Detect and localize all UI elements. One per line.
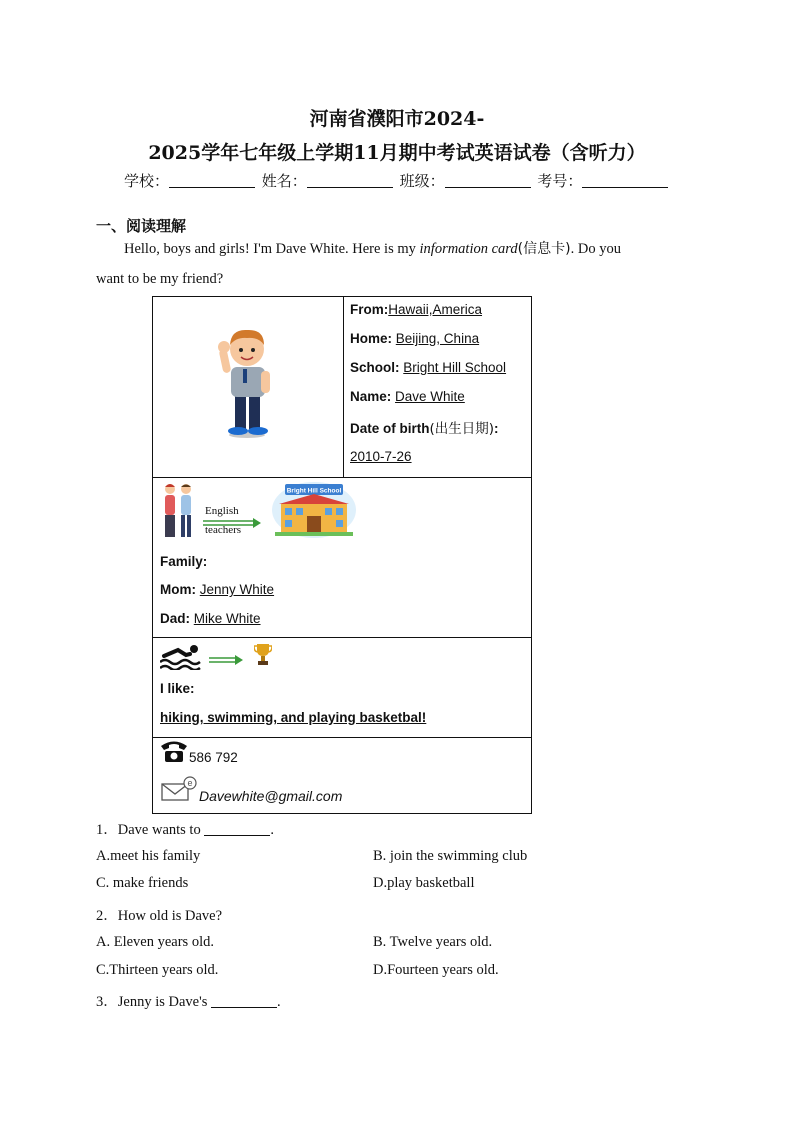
school-field-label: 学校： xyxy=(124,172,170,190)
question-1-option-b[interactable]: B. join the swimming club xyxy=(373,848,528,864)
page-title-line1: 河南省濮阳市2024- xyxy=(309,108,485,130)
question-1-option-d[interactable]: D.play basketball xyxy=(373,875,475,891)
arrow-label-english: English xyxy=(205,505,239,517)
passage-text-1: Hello, boys and girls! I'm Dave White. Here is my xyxy=(124,241,420,257)
arrow-icon-2 xyxy=(209,655,243,665)
question-1-blank[interactable] xyxy=(204,823,270,836)
class-field-label: 班级： xyxy=(399,172,445,190)
school-building-icon xyxy=(271,480,357,540)
name-field-label: 姓名： xyxy=(261,172,307,190)
name-field xyxy=(350,389,465,404)
information-card xyxy=(152,296,532,814)
question-2-option-d[interactable]: D.Fourteen years old. xyxy=(373,962,499,978)
question-1-end: . xyxy=(270,822,274,838)
school-field xyxy=(350,360,506,375)
dad-value: Mike White xyxy=(193,611,261,626)
exam-number-field-label: 考号： xyxy=(537,172,583,190)
question-2-option-a[interactable]: A. Eleven years old. xyxy=(96,934,214,950)
question-2-option-b[interactable]: B. Twelve years old. xyxy=(373,934,493,950)
phone-number: 586 792 xyxy=(189,750,238,765)
email-address: Davewhite@gmail.com xyxy=(199,788,343,804)
svg-text:e: e xyxy=(187,778,193,788)
dob-colon: : xyxy=(494,421,499,436)
boy-illustration xyxy=(217,327,283,439)
dob-label: Date of birth xyxy=(350,421,430,436)
dob-cn-label: (出生日期) xyxy=(429,421,495,437)
passage-cn: (信息卡) xyxy=(517,241,571,257)
school-field-blank[interactable] xyxy=(169,173,255,188)
card-row-contact xyxy=(153,737,531,815)
school-sign-text: Bright Hill School xyxy=(286,487,342,495)
question-2-option-c[interactable]: C.Thirteen years old. xyxy=(96,962,219,978)
dob-value: 2010-7-26 xyxy=(350,449,412,464)
family-label: Family: xyxy=(160,554,208,569)
question-1-option-a[interactable]: A.meet his family xyxy=(96,848,201,864)
like-value: hiking, swimming, and playing basketbal! xyxy=(160,710,427,725)
passage-italic: information card xyxy=(419,241,518,257)
phone-icon xyxy=(160,739,188,763)
mom-label: Mom: xyxy=(160,582,196,597)
card-row-likes xyxy=(153,637,531,737)
home-label: Home: xyxy=(350,331,393,346)
card-row-profile xyxy=(153,297,531,477)
question-3-end: . xyxy=(276,994,281,1010)
name-label: Name: xyxy=(350,389,392,404)
exam-number-field-blank[interactable] xyxy=(582,173,668,188)
school-value: Bright Hill School xyxy=(403,360,507,375)
question-1-stem xyxy=(96,818,274,839)
swimmer-icon xyxy=(160,642,204,670)
question-1-text: 1．Dave wants to xyxy=(96,822,205,838)
from-value: Hawaii,America xyxy=(388,302,483,317)
passage-text-1-end: . Do you xyxy=(570,241,621,257)
from-field xyxy=(350,302,482,317)
class-field-blank[interactable] xyxy=(445,173,531,188)
home-field xyxy=(350,331,479,346)
mom-value: Jenny White xyxy=(199,582,275,597)
card-row-family xyxy=(153,477,531,637)
question-1-option-c[interactable]: C. make friends xyxy=(96,875,189,891)
dob-field xyxy=(350,417,499,437)
mom-field xyxy=(160,582,274,597)
arrow-icon xyxy=(203,518,261,528)
question-2-stem: 2．How old is Dave? xyxy=(96,908,223,924)
parents-icon xyxy=(160,481,196,541)
question-3-text: 3．Jenny is Dave's xyxy=(96,994,211,1010)
student-info-line xyxy=(124,170,670,191)
arrow-label-teachers: teachers xyxy=(205,524,242,536)
home-value: Beijing, China xyxy=(395,331,480,346)
like-label: I like: xyxy=(160,681,195,696)
dob-value-field xyxy=(350,449,412,464)
page-title-line2: 2025学年七年级上学期11月期中考试英语试卷（含听力） xyxy=(148,142,646,164)
dad-label: Dad: xyxy=(160,611,190,626)
trophy-icon xyxy=(254,642,272,666)
from-label: From: xyxy=(350,302,389,317)
name-value: Dave White xyxy=(395,389,465,404)
question-3-stem xyxy=(96,990,281,1011)
section-heading: 一、阅读理解 xyxy=(96,217,187,235)
name-field-blank[interactable] xyxy=(307,173,393,188)
passage-text-2: want to be my friend? xyxy=(96,271,224,287)
email-icon xyxy=(161,776,197,802)
passage-intro xyxy=(96,234,697,294)
school-label: School: xyxy=(350,360,400,375)
dad-field xyxy=(160,611,261,626)
question-3-blank[interactable] xyxy=(211,995,277,1008)
